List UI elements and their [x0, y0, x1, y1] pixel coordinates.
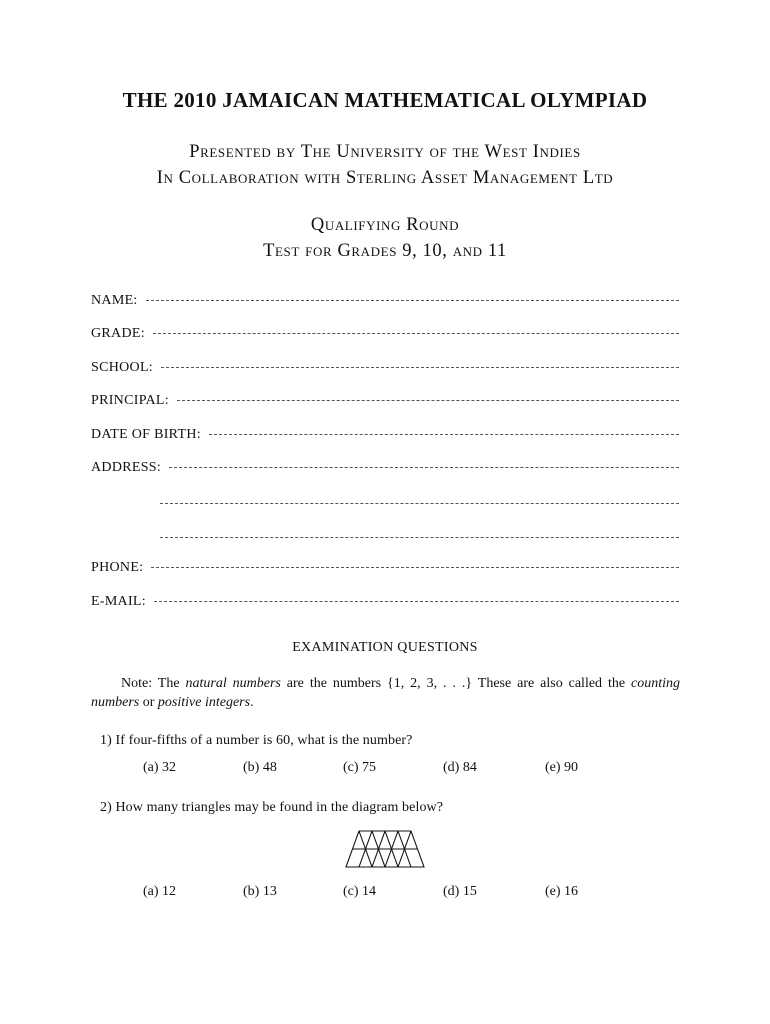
q1-option-d[interactable]: (d) 84 [443, 760, 477, 775]
address-field[interactable] [91, 460, 679, 476]
principal-label: PRINCIPAL: [91, 393, 169, 408]
address-line-2[interactable] [160, 503, 679, 504]
q2-option-d[interactable]: (d) 15 [443, 884, 477, 899]
collaboration-line: In Collaboration with Sterling Asset Management Ltd [156, 168, 614, 188]
grade-line[interactable] [153, 332, 679, 334]
dob-label: DATE OF BIRTH: [91, 427, 201, 442]
q2-option-a[interactable]: (a) 12 [143, 884, 177, 899]
q1-option-a[interactable]: (a) 32 [143, 760, 177, 775]
note-prefix: Note: The [121, 676, 186, 691]
page-title: THE 2010 JAMAICAN MATHEMATICAL OLYMPIAD [122, 88, 648, 112]
q2-option-c[interactable]: (c) 14 [343, 884, 377, 899]
q2-option-e[interactable]: (e) 16 [545, 884, 579, 899]
q1-option-c[interactable]: (c) 75 [343, 760, 377, 775]
note-paragraph [91, 674, 680, 712]
question-1: 1) If four-fifths of a number is 60, what is the number? [100, 733, 413, 748]
school-label: SCHOOL: [91, 360, 153, 375]
note-term-positive: positive integers [157, 695, 251, 710]
email-line[interactable] [154, 600, 679, 602]
dob-field[interactable] [91, 427, 679, 443]
note-or: or [139, 695, 158, 710]
grade-field[interactable] [91, 326, 679, 342]
phone-line[interactable] [151, 566, 679, 568]
note-term-counting: counting numbers [91, 676, 681, 710]
q1-option-b[interactable]: (b) 48 [243, 760, 277, 775]
school-field[interactable] [91, 360, 679, 376]
school-line[interactable] [161, 366, 679, 368]
address-label: ADDRESS: [91, 460, 162, 475]
question-2: 2) How many triangles may be found in the diagram below? [100, 800, 444, 815]
address-line-3[interactable] [160, 537, 679, 538]
note-mid: are the numbers {1, 2, 3, . . .} These are also called the [280, 676, 632, 691]
name-label: NAME: [91, 293, 138, 308]
note-term-natural: natural numbers [185, 676, 281, 691]
name-field[interactable] [91, 293, 679, 309]
grade-label: GRADE: [91, 326, 145, 341]
grades-line: Test for Grades 9, 10, and 11 [263, 241, 507, 261]
round-title: Qualifying Round [310, 215, 460, 235]
name-line[interactable] [146, 299, 679, 301]
address-line[interactable] [169, 466, 679, 468]
presented-by: Presented by The University of the West Indies [189, 142, 581, 162]
q2-option-b[interactable]: (b) 13 [243, 884, 277, 899]
principal-line[interactable] [177, 399, 679, 401]
phone-field[interactable] [91, 560, 679, 576]
q1-option-e[interactable]: (e) 90 [545, 760, 579, 775]
dob-line[interactable] [209, 433, 679, 435]
triangle-diagram [345, 830, 425, 870]
email-label: E-MAIL: [91, 594, 146, 609]
email-field[interactable] [91, 594, 679, 610]
principal-field[interactable] [91, 393, 679, 409]
exam-heading: EXAMINATION QUESTIONS [292, 640, 478, 655]
phone-label: PHONE: [91, 560, 144, 575]
note-end: . [250, 695, 254, 710]
